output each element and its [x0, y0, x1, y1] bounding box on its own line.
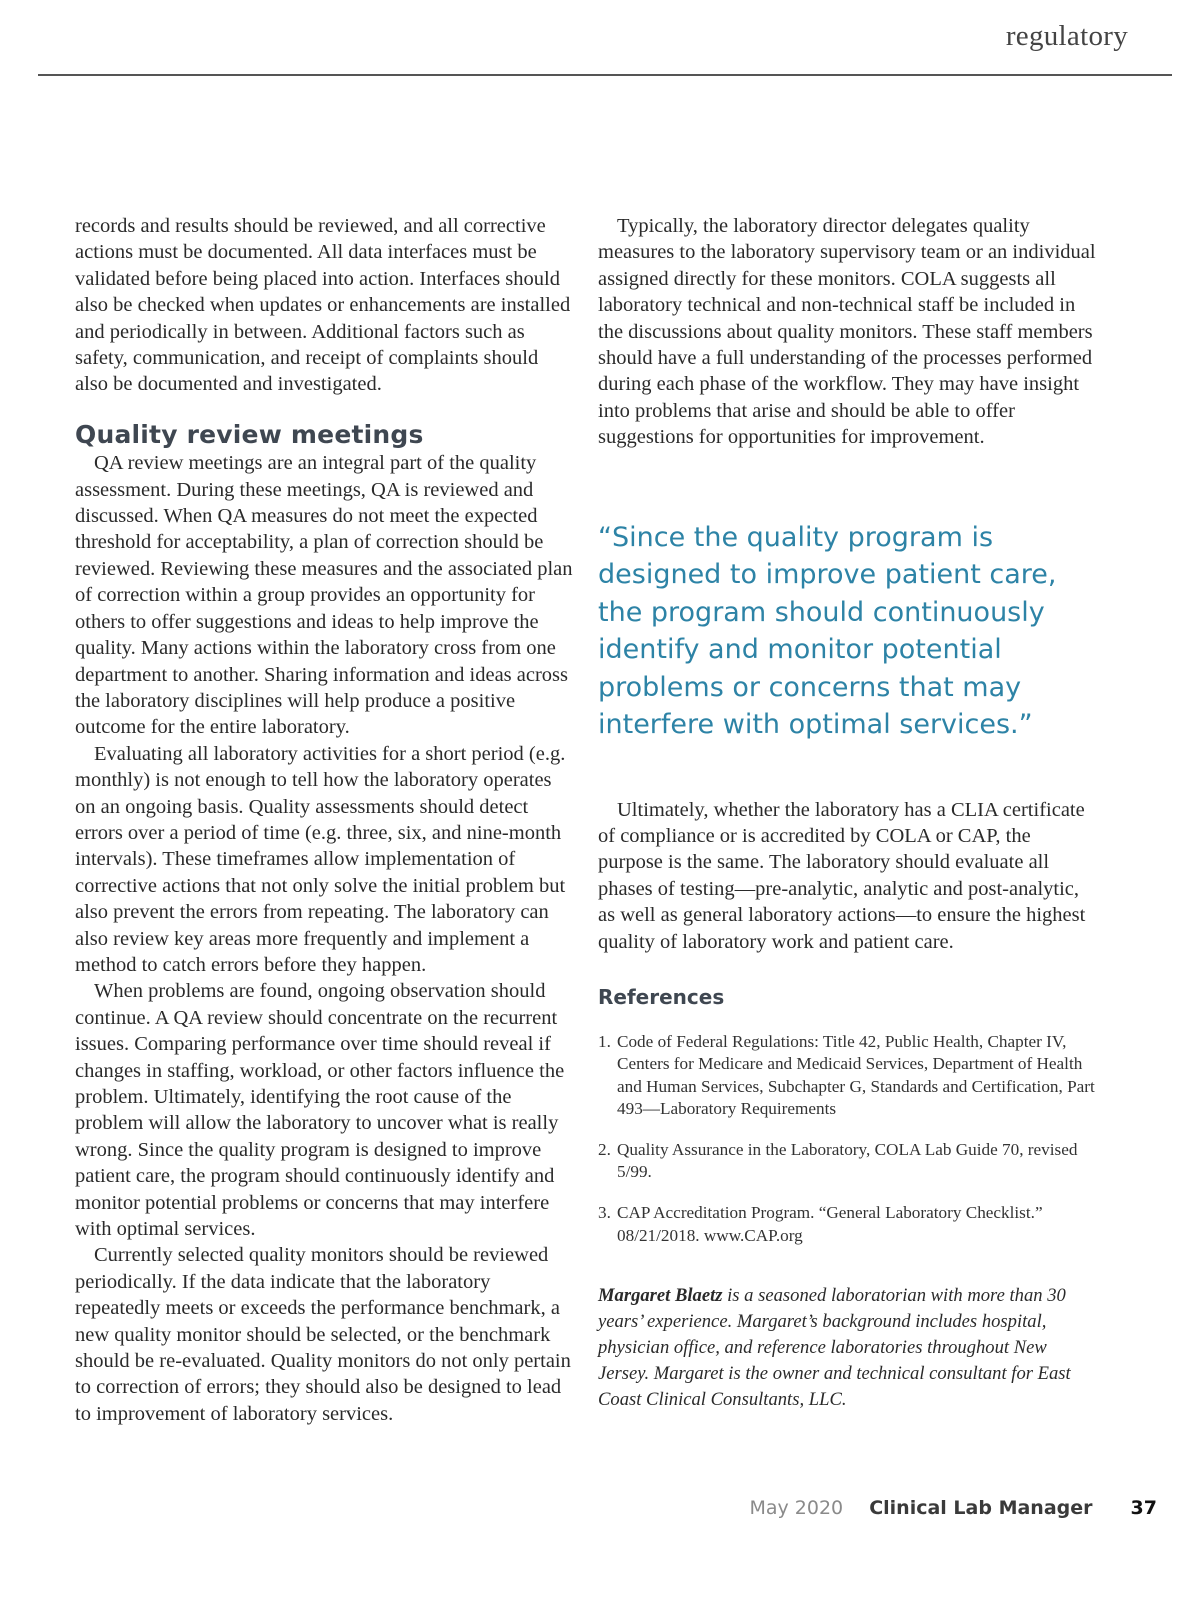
- body-paragraph: When problems are found, ongoing observation should continue. A QA review should concentrate on the recurrent issues. Comparing performance over time should reveal if changes in staffing, workload, or other factors influence the problem. Ultimately, identifying the root cause of the problem will allow the laboratory to uncover what is really wrong. Since the quality program is designed to improve patient care, the program should continuously identify and monitor potential problems or concerns that may interfere with optimal services.: [75, 980, 565, 1241]
- references-list: [598, 1031, 1098, 1248]
- reference-text: CAP Accreditation Program. “General Laboratory Checklist.” 08/21/2018. www.CAP.org: [617, 1203, 1043, 1245]
- issue-date: May 2020: [749, 1497, 844, 1519]
- body-paragraph: QA review meetings are an integral part of the quality assessment. During these meetings, QA is reviewed and discussed. When QA measures do not meet the expected threshold for acceptability, a plan of correction should be reviewed. Reviewing these measures and the associated plan of correction within a group provides an opportunity for others to offer suggestions and ideas to help improve the quality. Many actions within the laboratory cross from one department to another. Sharing information and ideas across the laboratory disciplines will help produce a positive outcome for the entire laboratory.: [75, 452, 573, 739]
- reference-item: [598, 1202, 1098, 1247]
- section-heading: Quality review meetings: [75, 419, 424, 449]
- body-paragraph: Currently selected quality monitors should be reviewed periodically. If the data indicate that the laboratory repeatedly meets or exceeds the performance benchmark, a new quality monitor should be selected, or the benchmark should be re-evaluated. Quality monitors do not only pertain to correction of errors; they should also be designed to lead to improvement of laboratory services.: [75, 1244, 571, 1425]
- body-paragraph: Typically, the laboratory director delegates quality measures to the laboratory supervisory team or an individual assigned directly for these monitors. COLA suggests all laboratory technical and non-technical staff be included in the discussions about quality monitors. These staff members should have a full understanding of the processes performed during each phase of the workflow. They may have insight into problems that arise and should be able to offer suggestions for opportunities for improvement.: [598, 215, 1096, 449]
- pull-quote: “Since the quality program is designed to improve patient care, the program should continuously identify and monitor potential problems or concerns that may interfere with optimal services.”: [598, 521, 1057, 741]
- header-divider: [38, 74, 1172, 76]
- pull-quote-spacer: [598, 744, 1098, 797]
- reference-text: Code of Federal Regulations: Title 42, Public Health, Chapter IV, Centers for Medicare and Medicaid Services, Department of Health and Human Services, Subchapter G, Standards and Certification, Part 493—Laboratory Requirements: [617, 1031, 1095, 1119]
- right-column: [598, 213, 1098, 1413]
- reference-item: [598, 1139, 1098, 1184]
- left-column: [75, 213, 573, 1427]
- magazine-title: Clinical Lab Manager: [869, 1497, 1093, 1519]
- page-footer: [749, 1497, 1157, 1519]
- body-paragraph: Ultimately, whether the laboratory has a CLIA certificate of compliance or is accredited by COLA or CAP, the purpose is the same. The laboratory should evaluate all phases of testing—pre-analytic, analytic and post-analytic, as well as general laboratory actions—to ensure the highest quality of laboratory work and patient care.: [598, 798, 1086, 953]
- author-bio: [598, 1283, 1098, 1413]
- reference-number: 2.: [598, 1139, 611, 1159]
- reference-number: 3.: [598, 1203, 611, 1223]
- intro-paragraph: records and results should be reviewed, and all corrective actions must be documented. All data interfaces must be validated before being placed into action. Interfaces should also be checked when updates or enhancements are installed and periodically in between. Additional factors such as safety, communication, and receipt of complaints should also be documented and investigated.: [75, 215, 571, 396]
- body-paragraph: Evaluating all laboratory activities for a short period (e.g. monthly) is not enough to tell how the laboratory operates on an ongoing basis. Quality assessments should detect errors over a period of time (e.g. three, six, and nine-month intervals). These timeframes allow implementation of corrective actions that not only solve the initial problem but also prevent the errors from repeating. The laboratory can also review key areas more frequently and implement a method to catch errors before they happen.: [75, 742, 566, 976]
- section-label: regulatory: [1005, 20, 1128, 52]
- author-name: Margaret Blaetz: [598, 1285, 723, 1307]
- reference-item: [598, 1031, 1098, 1121]
- reference-text: Quality Assurance in the Laboratory, COLA Lab Guide 70, revised 5/99.: [617, 1139, 1078, 1182]
- author-bio-text: is a seasoned laboratorian with more than 30 years’ experience. Margaret’s background includes hospital, physician office, and reference laboratories throughout New Jersey. Margaret is the owner and technical consultant for East Coast Clinical Consultants, LLC.: [598, 1285, 1071, 1411]
- page-number: 37: [1130, 1497, 1157, 1519]
- reference-number: 1.: [598, 1031, 611, 1051]
- references-heading: References: [598, 985, 725, 1010]
